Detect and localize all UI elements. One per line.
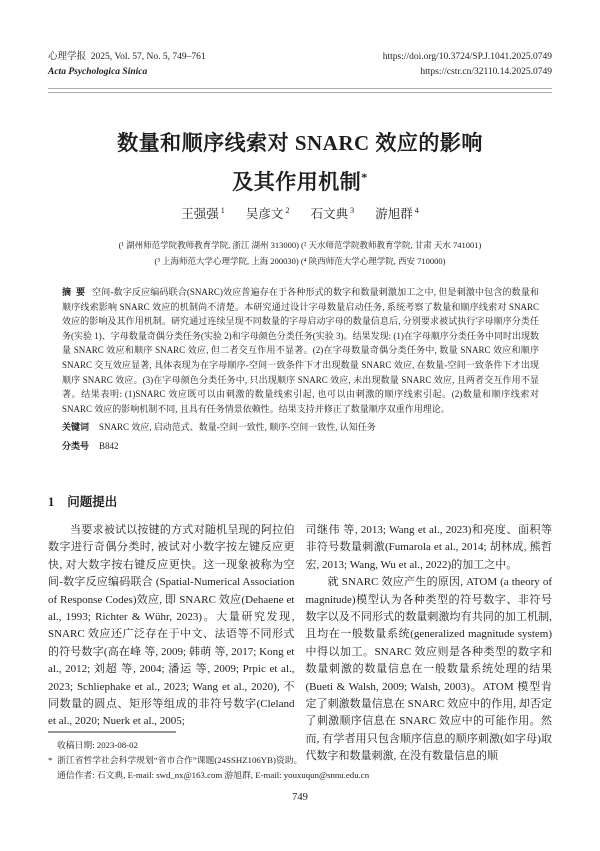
footnote-block: [48, 738, 552, 784]
abstract-label: 摘 要: [62, 287, 86, 297]
keywords-text: SNARC 效应, 启动范式、数量-空间一致性, 顺序-空间一致性, 认知任务: [99, 422, 376, 433]
abstract: [62, 285, 539, 416]
title-footnote-mark: *: [361, 170, 368, 184]
body-paragraph-1-continued: 司继伟 等, 2013; Wang et al., 2023)和亮度、面积等非符号数量刺激(Fumarola et al., 2014; 胡林成, 熊哲宏, 2013; Wang, Wu et al., 2022)的加工之中。: [305, 524, 552, 571]
page-number: 749: [292, 792, 308, 803]
section-1-title: 问题提出: [67, 495, 118, 509]
affiliations: [40, 238, 560, 269]
author-4-sup: 4: [414, 205, 419, 215]
doi-link[interactable]: https://doi.org/10.3724/SP.J.1041.2025.0749: [382, 52, 552, 62]
body-paragraph-2: 就 SNARC 效应产生的原因, ATOM (a theory of magnitude)模型认为各种类型的符号数字、非符号数字以及不同形式的数量刺激均有共同的加工机制, 且均在一般数量系统(generalized magnitude system)中得以加工。SNARC 效应则是各种类型的数字和数量刺激的数量信息在一般数量系统处理的结果(Bueti & Walsh, 2009; Walsh, 2003)。ATOM 模型肯定了刺激数量信息在 SNARC 效应中的作用, 却否定了刺激顺序信息在 SNARC 效应中的可能作用。然而, 有学者用只包含顺序信息的顺序刺激(如字母)取代数字和数量刺激, 在没有数量信息的顺: [305, 576, 552, 763]
affiliation-line1: (¹ 湖州师范学院教师教育学院, 浙江 湖州 313000) (² 天水师范学院教师教育学院, 甘肃 天水 741001): [118, 240, 482, 250]
funding-note: [48, 753, 552, 768]
funding-asterisk: *: [48, 755, 53, 766]
cstr-link[interactable]: https://cstr.cn/32110.14.2025.0749: [420, 67, 552, 77]
author-1: [181, 207, 225, 221]
body-column-left: [48, 522, 295, 766]
paper-title: [40, 126, 560, 199]
body-column-right: [306, 522, 553, 766]
journal-name-english: Acta Psychologica Sinica: [48, 67, 148, 77]
author-3-name: 石文典: [310, 207, 349, 221]
classification-value: B842: [99, 440, 119, 451]
author-1-sup: 1: [220, 205, 225, 215]
funding-text: 浙江省哲学社会科学规划“省市合作”课题(24SSHZ106YB)资助。: [57, 755, 303, 766]
author-1-name: 王强强: [181, 207, 219, 221]
author-3-sup: 3: [350, 205, 355, 215]
paper-title-line2-text: 及其作用机制: [232, 170, 362, 194]
journal-info: [48, 50, 206, 80]
header-divider: [48, 88, 552, 93]
author-4-name: 游旭群: [375, 207, 413, 221]
author-2: [246, 207, 290, 221]
classification-line: [62, 439, 539, 454]
correspondence-note: 通信作者: 石文典, E-mail: swd_nx@163.com 游旭群, E-mail: youxuqun@snnu.edu.cn: [57, 770, 370, 781]
classification-label: 分类号: [62, 440, 90, 451]
paper-title-line2: [40, 160, 560, 199]
affiliation-line2: (³ 上海师范大学心理学院, 上海 200030) (⁴ 陕西师范大学心理学院, 西安 710000): [154, 255, 446, 266]
section-1-heading: [48, 492, 117, 510]
received-date: 收稿日期: 2023-08-02: [57, 740, 138, 750]
keywords-label: 关键词: [62, 422, 90, 433]
journal-header: [48, 50, 552, 80]
author-list: [0, 204, 600, 222]
author-2-sup: 2: [285, 205, 290, 215]
author-2-name: 吴彦文: [245, 207, 284, 221]
body-columns: [48, 522, 552, 766]
abstract-block: [62, 285, 539, 454]
doi-block: [383, 50, 552, 80]
paper-title-line1: 数量和顺序线索对 SNARC 效应的影响: [117, 131, 483, 155]
author-3: [311, 207, 355, 221]
body-paragraph-1: 当要求被试以按键的方式对随机呈现的阿拉伯数字进行奇偶分类时, 被试对小数字按左键反应更快, 对大数字按右键反应更快。这一现象被称为空间-数字反应编码联合 (Spatial-Numerical Association of Response Codes)效应, 即 SNARC 效应(Dehaene et al., 1993; Richter & Wühr, 2023)。大量研究发现, SNARC 效应还广泛存在于中文、法语等不同形式的符号数字(高在峰 等, 2009; 韩萌 等, 2017; Kong et al., 2012; 刘超 等, 2004; 潘运 等, 2009; Prpic et al., 2023; Schliephake et al., 2023; Wang et al., 2020), 不同数量的圆点、矩形等组成的非符号数字(Cleland et al., 2020; Nuerk et al., 2005;: [48, 524, 295, 728]
author-4: [375, 207, 419, 221]
footnote-divider: [48, 731, 176, 733]
journal-name-volume: 心理学报 2025, Vol. 57, No. 5, 749–761: [48, 52, 206, 62]
abstract-text: 空间-数字反应编码联合(SNARC)效应普遍存在于各种形式的数字和数量刺激加工之中, 但是刺激中包含的数量和顺序线索影响 SNARC 效应的机制尚不清楚。本研究通过设计字母数量启动任务, 系统考察了数量和顺序线索对 SNARC 效应的影响及其作用机制。研究通过连续呈现不同数量的字母启动字母的数量信息后, 分别要求被试执行字母顺序分类任务(实验 1)、字母数量奇偶分类任务(实验 2)和字母颜色分类任务(实验 3)。结果发现: (1)在字母顺序分类任务中同时出现数量 SNARC 效应和顺序 SNARC 效应, 但二者交互作用不显著。(2)在字母数量奇偶分类任务中, 数量 SNARC 效应和顺序 SNARC 交互效应显著, 具体表现为在字母顺序-空间一致条件下才出现数量 SNARC 效应, 在数量-空间一致条件下才出现顺序 SNARC 效应。(3)在字母颜色分类任务中, 只出现顺序 SNARC 效应, 未出现数量 SNARC 效应, 且两者交互作用不显著。结果表明: (1)SNARC 效应既可以由刺激的数量线索引起, 也可以由刺激的顺序线索引起。(2)数量和顺序线索对 SNARC 效应的影响机制不同, 且具有任务情景依赖性。结果支持并修正了数量顺序双重作用理论。: [62, 287, 539, 414]
section-1-number: 1: [48, 495, 55, 509]
keywords-line: [62, 420, 539, 435]
